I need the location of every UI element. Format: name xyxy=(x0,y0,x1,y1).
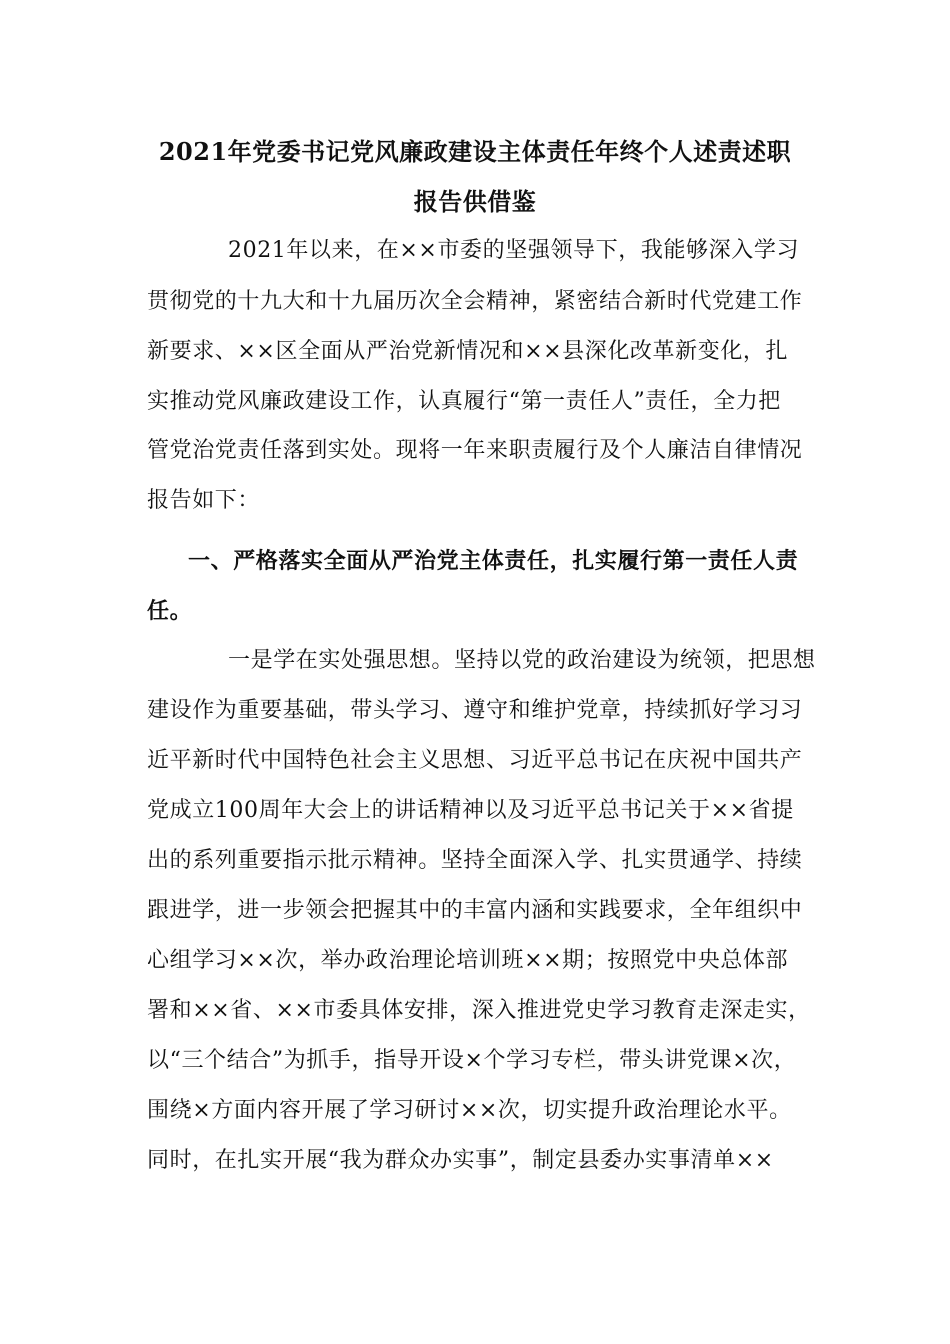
body-line-5: 出的系列重要指示批示精神。坚持全面深入学、扎实贯通学、持续 xyxy=(147,848,803,873)
body-line-2: 建设作为重要基础，带头学习、遵守和维护党章，持续抓好学习习 xyxy=(147,698,803,723)
body-line-6: 跟进学，进一步领会把握其中的丰富内涵和实践要求，全年组织中 xyxy=(147,898,803,923)
body-line-11: 同时，在扎实开展“我为群众办实事”，制定县委办实事清单×× xyxy=(147,1148,774,1173)
body-line-9: 以“三个结合”为抓手，指导开设×个学习专栏，带头讲党课×次， xyxy=(147,1048,797,1073)
body-line-8: 署和××省、××市委具体安排，深入推进党史学习教育走深走实， xyxy=(147,998,811,1023)
body-line-3: 近平新时代中国特色社会主义思想、习近平总书记在庆祝中国共产 xyxy=(147,748,803,773)
intro-line-6: 报告如下： xyxy=(147,488,261,513)
body-line-1: 一是学在实处强思想。坚持以党的政治建设为统领，把思想 xyxy=(228,648,816,673)
document-title-line-2: 报告供借鉴 xyxy=(413,187,537,216)
intro-line-2: 贯彻党的十九大和十九届历次全会精神，紧密结合新时代党建工作 xyxy=(147,289,803,314)
intro-line-1: 2021年以来，在××市委的坚强领导下，我能够深入学习 xyxy=(228,238,800,263)
intro-line-5: 管党治党责任落到实处。现将一年来职责履行及个人廉洁自律情况 xyxy=(147,438,803,463)
intro-line-4: 实推动党风廉政建设工作，认真履行“第一责任人”责任，全力把 xyxy=(147,389,781,414)
document-title-line-1: 2021年党委书记党风廉政建设主体责任年终个人述责述职 xyxy=(158,137,792,166)
body-line-10: 围绕×方面内容开展了学习研讨××次，切实提升政治理论水平。 xyxy=(147,1098,792,1123)
section-heading-line-1: 一、严格落实全面从严治党主体责任，扎实履行第一责任人责 xyxy=(188,548,799,574)
intro-line-3: 新要求、××区全面从严治党新情况和××县深化改革新变化，扎 xyxy=(147,339,789,364)
body-line-4: 党成立100周年大会上的讲话精神以及习近平总书记关于××省提 xyxy=(147,798,794,823)
body-line-7: 心组学习××次，举办政治理论培训班××期；按照党中央总体部 xyxy=(147,948,789,973)
section-heading-line-2: 任。 xyxy=(147,598,193,624)
